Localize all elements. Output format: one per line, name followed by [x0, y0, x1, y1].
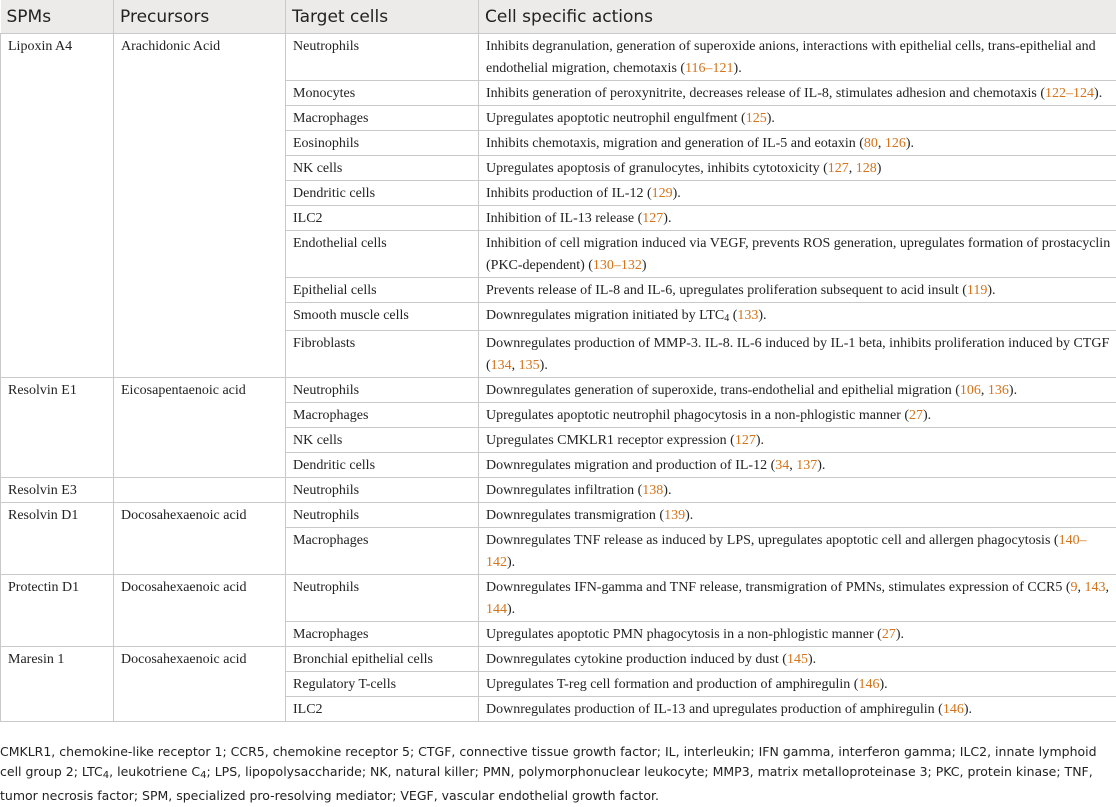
target-cell: Eosinophils	[286, 131, 479, 156]
action-cell	[479, 478, 1116, 503]
precursor-cell: Arachidonic Acid	[114, 34, 286, 378]
text-segment: Upregulates apoptotic neutrophil engulfment (	[486, 111, 746, 126]
text-segment: ,	[511, 358, 519, 373]
header-spms: SPMs	[1, 0, 114, 34]
header-cell-specific-actions: Cell specific actions	[479, 0, 1116, 34]
text-segment: Inhibition of cell migration induced via VEGF, prevents ROS generation, upregulates formation of prostacyclin (PKC-dependent) (	[486, 236, 1111, 273]
text-segment: Downregulates generation of superoxide, trans-endothelial and epithelial migration (	[486, 383, 960, 398]
text-segment: ).	[663, 483, 672, 498]
reference-link[interactable]: 27	[909, 408, 924, 423]
table-row	[1, 378, 1116, 403]
reference-link[interactable]: 128	[855, 161, 877, 176]
text-segment: ).	[963, 702, 972, 717]
action-cell	[479, 528, 1116, 575]
spm-cell: Resolvin E3	[1, 478, 114, 503]
text-segment: ).	[733, 61, 742, 76]
action-cell	[479, 206, 1116, 231]
reference-link[interactable]: 139	[664, 508, 686, 523]
table-footnote	[0, 742, 1110, 806]
reference-link[interactable]: 116–121	[685, 61, 734, 76]
reference-link[interactable]: 143	[1084, 580, 1106, 595]
table-body	[1, 34, 1116, 722]
subscript: 4	[200, 770, 207, 781]
text-segment: ).	[817, 458, 826, 473]
target-cell: Regulatory T-cells	[286, 672, 479, 697]
precursor-cell: Docosahexaenoic acid	[114, 575, 286, 647]
action-cell	[479, 303, 1116, 331]
action-cell	[479, 106, 1116, 131]
text-segment: Inhibits chemotaxis, migration and generation of IL-5 and eotaxin (	[486, 136, 864, 151]
text-segment: ).	[879, 677, 888, 692]
action-cell	[479, 181, 1116, 206]
text-segment: ).	[685, 508, 694, 523]
reference-link[interactable]: 133	[737, 308, 759, 323]
target-cell: Bronchial epithelial cells	[286, 647, 479, 672]
text-segment: Upregulates T-reg cell formation and production of amphiregulin (	[486, 677, 859, 692]
action-cell	[479, 81, 1116, 106]
reference-link[interactable]: 129	[651, 186, 673, 201]
action-cell	[479, 647, 1116, 672]
reference-link[interactable]: 145	[786, 652, 808, 667]
action-cell	[479, 331, 1116, 378]
precursor-cell	[114, 478, 286, 503]
reference-link[interactable]: 130–132	[592, 258, 642, 273]
text-segment: Upregulates CMKLR1 receptor expression (	[486, 433, 735, 448]
precursor-cell: Docosahexaenoic acid	[114, 503, 286, 575]
text-segment: Downregulates production of MMP-3. IL-8. IL-6 induced by IL-1 beta, inhibits proliferation induced by CTGF (	[486, 336, 1110, 373]
action-cell	[479, 34, 1116, 81]
action-cell	[479, 672, 1116, 697]
text-segment: ).	[507, 602, 516, 617]
reference-link[interactable]: 144	[486, 602, 507, 617]
target-cell: ILC2	[286, 697, 479, 722]
action-cell	[479, 622, 1116, 647]
text-segment: ,	[1077, 580, 1085, 595]
text-segment: Downregulates IFN-gamma and TNF release, transmigration of PMNs, stimulates expression of CCR5 (	[486, 580, 1071, 595]
reference-link[interactable]: 127	[734, 433, 756, 448]
target-cell: Neutrophils	[286, 575, 479, 622]
text-segment: ,	[1105, 580, 1110, 595]
spm-cell: Maresin 1	[1, 647, 114, 722]
text-segment: ,	[848, 161, 856, 176]
text-segment: ,	[789, 458, 797, 473]
reference-link[interactable]: 146	[858, 677, 880, 692]
reference-link[interactable]: 127	[827, 161, 849, 176]
spm-cell: Lipoxin A4	[1, 34, 114, 378]
table-row	[1, 34, 1116, 81]
text-segment: Downregulates production of IL-13 and upregulates production of amphiregulin (	[486, 702, 943, 717]
subscript: 4	[102, 770, 110, 781]
table-row	[1, 575, 1116, 622]
reference-link[interactable]: 134	[490, 358, 512, 373]
target-cell: Macrophages	[286, 106, 479, 131]
target-cell: Fibroblasts	[286, 331, 479, 378]
text-segment: ).	[895, 627, 904, 642]
target-cell: Monocytes	[286, 81, 479, 106]
text-segment: ).	[539, 358, 548, 373]
reference-link[interactable]: 80	[863, 136, 878, 151]
table-row	[1, 503, 1116, 528]
target-cell: Neutrophils	[286, 378, 479, 403]
target-cell: Macrophages	[286, 403, 479, 428]
reference-link[interactable]: 146	[942, 702, 964, 717]
text-segment: Upregulates apoptotic neutrophil phagocytosis in a non-phlogistic manner (	[486, 408, 910, 423]
action-cell	[479, 378, 1116, 403]
text-segment: Downregulates TNF release as induced by LPS, upregulates apoptotic cell and allergen phagocytosis (	[486, 533, 1059, 548]
reference-link[interactable]: 140–142	[486, 533, 1087, 570]
reference-link[interactable]: 106	[959, 383, 981, 398]
action-cell	[479, 131, 1116, 156]
text-segment: ).	[923, 408, 932, 423]
text-segment: Downregulates migration initiated by LTC	[486, 308, 725, 323]
action-cell	[479, 428, 1116, 453]
reference-link[interactable]: 137	[796, 458, 818, 473]
text-segment: ).	[755, 433, 764, 448]
table-row	[1, 647, 1116, 672]
action-cell	[479, 575, 1116, 622]
target-cell: Neutrophils	[286, 478, 479, 503]
text-segment: ).	[663, 211, 672, 226]
header-row	[1, 0, 1116, 34]
target-cell: Macrophages	[286, 528, 479, 575]
action-cell	[479, 503, 1116, 528]
text-segment: ).	[507, 555, 516, 570]
target-cell: Smooth muscle cells	[286, 303, 479, 331]
target-cell: Dendritic cells	[286, 181, 479, 206]
text-segment: Downregulates cytokine production induced by dust (	[486, 652, 787, 667]
text-segment: Upregulates apoptosis of granulocytes, inhibits cytotoxicity (	[486, 161, 828, 176]
text-segment: ).	[672, 186, 681, 201]
text-segment: Inhibits generation of peroxynitrite, decreases release of IL-8, stimulates adhesion and chemotaxis (	[486, 86, 1046, 101]
text-segment: Inhibition of IL-13 release (	[486, 211, 643, 226]
text-segment: ).	[905, 136, 915, 151]
text-segment: , leukotriene C	[109, 764, 201, 779]
target-cell: ILC2	[286, 206, 479, 231]
reference-link[interactable]: 27	[881, 627, 896, 642]
text-segment: ).	[1008, 383, 1018, 398]
text-segment: )	[876, 161, 882, 176]
target-cell: NK cells	[286, 156, 479, 181]
text-segment: (	[729, 308, 738, 323]
text-segment: Inhibits production of IL-12 (	[486, 186, 652, 201]
reference-link[interactable]: 138	[642, 483, 664, 498]
header-target-cells: Target cells	[286, 0, 479, 34]
subscript: 4	[724, 313, 730, 324]
action-cell	[479, 156, 1116, 181]
reference-link[interactable]: 127	[642, 211, 664, 226]
text-segment: )	[641, 258, 647, 273]
text-segment: Upregulates apoptotic PMN phagocytosis in a non-phlogistic manner (	[486, 627, 882, 642]
target-cell: Endothelial cells	[286, 231, 479, 278]
spm-cell: Resolvin E1	[1, 378, 114, 478]
text-segment: ,	[980, 383, 988, 398]
text-segment: CMKLR1, chemokine-like receptor 1; CCR5, chemokine receptor 5; CTGF, connective tissue growth factor; IL, interleukin; IFN gamma, interferon gamma; ILC2, innate lymphoid cell group 2; LTC	[0, 744, 1097, 779]
precursor-cell: Docosahexaenoic acid	[114, 647, 286, 722]
action-cell	[479, 697, 1116, 722]
text-segment: ).	[758, 308, 767, 323]
precursor-cell: Eicosapentaenoic acid	[114, 378, 286, 478]
target-cell: Epithelial cells	[286, 278, 479, 303]
target-cell: Neutrophils	[286, 503, 479, 528]
target-cell: Dendritic cells	[286, 453, 479, 478]
target-cell: NK cells	[286, 428, 479, 453]
reference-link[interactable]: 135	[518, 358, 540, 373]
reference-link[interactable]: 126	[884, 136, 906, 151]
text-segment: Downregulates migration and production of IL-12 (	[486, 458, 776, 473]
header-precursors: Precursors	[114, 0, 286, 34]
reference-link[interactable]: 9	[1070, 580, 1078, 595]
text-segment: ; LPS, lipopolysaccharide; NK, natural killer; PMN, polymorphonuclear leukocyte; MMP3, matrix metalloproteinase 3; PKC, protein kinase; TNF, tumor necrosis factor; SPM, specialized pro-resolving mediator; VEGF, vascular endothelial growth factor.	[0, 764, 1093, 803]
action-cell	[479, 231, 1116, 278]
spm-cell: Protectin D1	[1, 575, 114, 647]
target-cell: Macrophages	[286, 622, 479, 647]
table-row	[1, 478, 1116, 503]
action-cell	[479, 278, 1116, 303]
spm-cell: Resolvin D1	[1, 503, 114, 575]
text-segment: Downregulates transmigration (	[486, 508, 665, 523]
text-segment: ).	[987, 283, 996, 298]
reference-link[interactable]: 119	[966, 283, 988, 298]
action-cell	[479, 403, 1116, 428]
text-segment: Prevents release of IL-8 and IL-6, upregulates proliferation subsequent to acid insult (	[486, 283, 967, 298]
reference-link[interactable]: 34	[775, 458, 790, 473]
text-segment: ,	[877, 136, 885, 151]
text-segment: Downregulates infiltration (	[486, 483, 643, 498]
reference-link[interactable]: 136	[987, 383, 1009, 398]
action-cell	[479, 453, 1116, 478]
text-segment: ).	[1094, 86, 1103, 101]
target-cell: Neutrophils	[286, 34, 479, 81]
reference-link[interactable]: 122–124	[1045, 86, 1095, 101]
reference-link[interactable]: 125	[745, 111, 767, 126]
text-segment: Inhibits degranulation, generation of superoxide anions, interactions with epithelial cells, trans-epithelial and endothelial migration, chemotaxis (	[486, 39, 1096, 76]
text-segment: ).	[766, 111, 775, 126]
text-segment: ).	[807, 652, 817, 667]
